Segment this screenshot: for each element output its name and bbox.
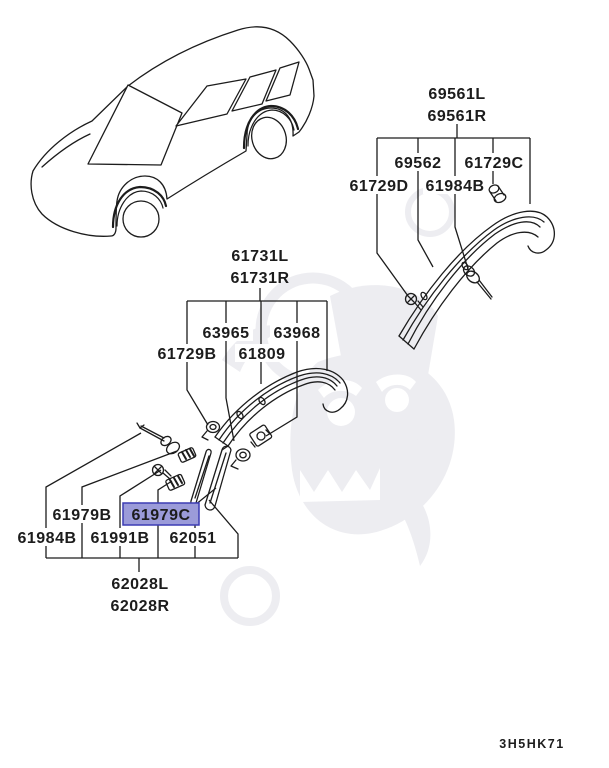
part-title-69561L[interactable]: 69561L	[428, 86, 486, 103]
front-group-labels	[155, 248, 324, 363]
rear-group-labels	[347, 86, 526, 195]
part-label-61984B[interactable]: 61984B	[17, 530, 77, 547]
part-label-61991B[interactable]: 61991B	[90, 530, 150, 547]
pushpin-clip-icon	[462, 264, 492, 299]
rear-wheel	[247, 113, 291, 163]
diagram-plate-code: 3H5HK71	[499, 737, 565, 751]
front-wheel	[123, 201, 159, 237]
part-label-63968[interactable]: 63968	[273, 325, 321, 342]
clip-block-icon	[165, 474, 185, 491]
part-label-61979B[interactable]: 61979B	[52, 507, 112, 524]
part-label-63965[interactable]: 63965	[202, 325, 250, 342]
part-title-62028R[interactable]: 62028R	[110, 598, 170, 615]
grommet-clip-icon	[202, 422, 220, 441]
screw-icon	[153, 465, 172, 480]
part-label-62051[interactable]: 62051	[169, 530, 217, 547]
square-clip-icon	[249, 424, 272, 447]
part-title-61731R[interactable]: 61731R	[230, 270, 290, 287]
part-label-61729D[interactable]: 61729D	[349, 178, 409, 195]
part-label-61729C[interactable]: 61729C	[464, 155, 524, 172]
car-illustration	[31, 27, 314, 237]
part-label-61979C-selected[interactable]: 61979C	[131, 507, 191, 524]
part-label-61729B[interactable]: 61729B	[157, 346, 217, 363]
part-label-61809[interactable]: 61809	[238, 346, 286, 363]
part-title-61731L[interactable]: 61731L	[231, 248, 289, 265]
part-label-69562[interactable]: 69562	[394, 155, 442, 172]
part-title-69561R[interactable]: 69561R	[427, 108, 487, 125]
fastener-clip-icon	[488, 184, 507, 205]
clip-block-icon	[178, 447, 197, 463]
grommet-clip-icon	[231, 449, 250, 469]
part-title-62028L[interactable]: 62028L	[111, 576, 169, 593]
part-label-61984B[interactable]: 61984B	[425, 178, 485, 195]
